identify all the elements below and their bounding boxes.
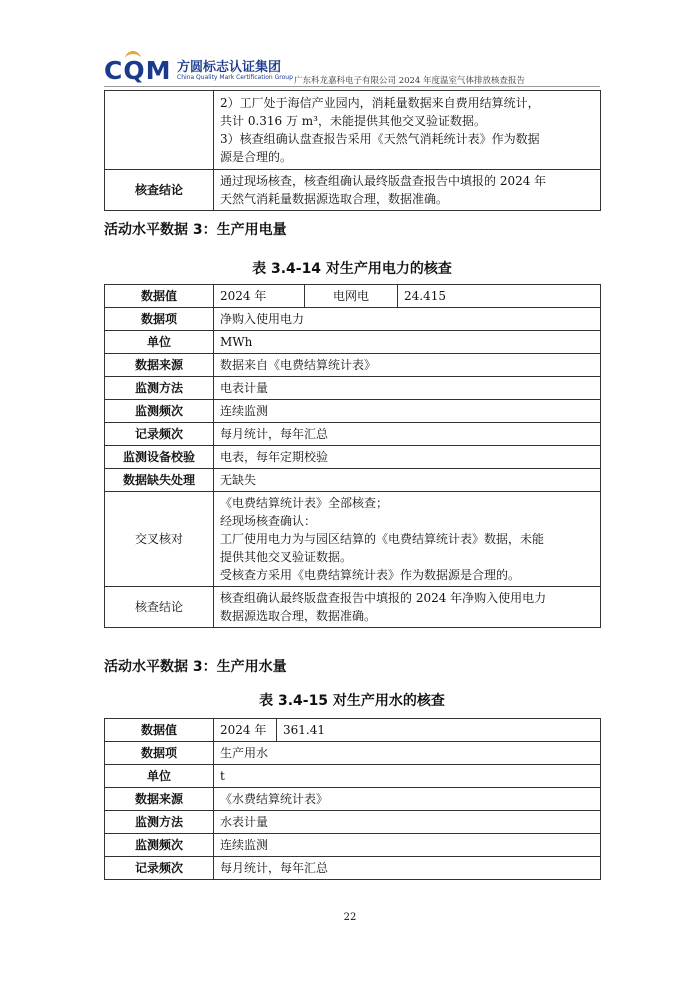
table-caption-water: 表 3.4-15 对生产用水的核查 <box>259 693 445 709</box>
gas-note-line: 2）工厂处于海信产业园内，消耗量数据来自费用结算统计， <box>220 96 540 110</box>
row-value: 电表，每年定期校验 <box>214 446 601 469</box>
logo-chinese-name: 方圆标志认证集团 <box>177 60 282 75</box>
conclusion-line: 天然气消耗量数据源选取合理，数据准确。 <box>220 192 449 206</box>
row-label: 记录频次 <box>105 857 214 880</box>
table-row <box>105 857 601 880</box>
conclusion-label: 核查结论 <box>105 587 214 628</box>
table-row <box>105 765 601 788</box>
section-heading-water: 活动水平数据 3：生产用水量 <box>104 659 287 675</box>
conclusion-line: 数据源选取合理，数据准确。 <box>220 609 377 623</box>
cqm-logo: CQM <box>104 56 172 85</box>
cross-check-line: 工厂使用电力为与园区结算的《电费结算统计表》数据，未能 <box>220 532 545 546</box>
row-label: 数据来源 <box>105 788 214 811</box>
year-cell: 2024 年 <box>214 719 277 742</box>
row-value: 《水费结算统计表》 <box>214 788 601 811</box>
table-row <box>105 446 601 469</box>
logo-english-name: China Quality Mark Certification Group <box>177 74 293 81</box>
page-header <box>104 52 604 86</box>
row-label: 数据缺失处理 <box>105 469 214 492</box>
row-label: 监测频次 <box>105 400 214 423</box>
row-label: 单位 <box>105 331 214 354</box>
table-row <box>105 811 601 834</box>
section-heading-electricity: 活动水平数据 3：生产用电量 <box>104 222 287 238</box>
table-row <box>105 492 601 587</box>
table-caption-electricity: 表 3.4-14 对生产用电力的核查 <box>252 261 452 277</box>
table-row <box>105 331 601 354</box>
table-row <box>105 742 601 765</box>
conclusion-cell <box>214 587 601 628</box>
row-value: 连续监测 <box>214 400 601 423</box>
row-value: 生产用水 <box>214 742 601 765</box>
value-cell: 361.41 <box>277 719 601 742</box>
gas-note-line: 共计 0.316 万 m³，未能提供其他交叉验证数据。 <box>220 114 486 128</box>
table-row <box>105 788 601 811</box>
cross-check-label: 交叉核对 <box>105 492 214 587</box>
cross-check-line: 提供其他交叉验证数据。 <box>220 550 353 564</box>
row-label: 单位 <box>105 765 214 788</box>
row-label: 监测设备校验 <box>105 446 214 469</box>
value-label: 数据值 <box>105 719 214 742</box>
table-row <box>105 377 601 400</box>
row-value: 每月统计，每年汇总 <box>214 423 601 446</box>
row-label: 记录频次 <box>105 423 214 446</box>
conclusion-label: 核查结论 <box>105 170 214 211</box>
table-natural-gas-continued <box>104 90 601 211</box>
table-row <box>105 469 601 492</box>
row-value: 净购入使用电力 <box>214 308 601 331</box>
grid-label-cell: 电网电 <box>305 285 398 308</box>
row-value: 每月统计，每年汇总 <box>214 857 601 880</box>
row-value: MWh <box>214 331 601 354</box>
page-number: 22 <box>343 912 357 923</box>
row-label: 数据来源 <box>105 354 214 377</box>
row-label: 监测方法 <box>105 811 214 834</box>
cross-check-cell <box>214 492 601 587</box>
table-row <box>105 400 601 423</box>
table-row <box>105 719 601 742</box>
table-water <box>104 718 601 880</box>
row-value: 无缺失 <box>214 469 601 492</box>
value-label: 数据值 <box>105 285 214 308</box>
empty-label-cell <box>105 91 214 170</box>
row-value: 连续监测 <box>214 834 601 857</box>
table-row <box>105 91 601 170</box>
table-row <box>105 170 601 211</box>
row-value: 电表计量 <box>214 377 601 400</box>
header-divider <box>104 86 600 87</box>
table-electricity <box>104 284 601 628</box>
row-value: t <box>214 765 601 788</box>
row-label: 数据项 <box>105 308 214 331</box>
year-cell: 2024 年 <box>214 285 305 308</box>
gas-conclusion-cell <box>214 170 601 211</box>
row-label: 监测方法 <box>105 377 214 400</box>
table-row <box>105 285 601 308</box>
table-row <box>105 834 601 857</box>
row-label: 数据项 <box>105 742 214 765</box>
row-value: 数据来自《电费结算统计表》 <box>214 354 601 377</box>
table-row <box>105 308 601 331</box>
cross-check-line: 受核查方采用《电费结算统计表》作为数据源是合理的。 <box>220 568 521 582</box>
cross-check-line: 经现场核查确认： <box>220 514 317 528</box>
gas-notes-cell <box>214 91 601 170</box>
conclusion-line: 核查组确认最终版盘查报告中填报的 2024 年净购入使用电力 <box>220 591 547 605</box>
report-title: 广东科龙嘉科电子有限公司 2024 年度温室气体排放核查报告 <box>294 76 526 86</box>
row-value: 水表计量 <box>214 811 601 834</box>
conclusion-line: 通过现场核查，核查组确认最终版盘查报告中填报的 2024 年 <box>220 174 547 188</box>
gas-note-line: 源是合理的。 <box>220 150 293 164</box>
table-row <box>105 354 601 377</box>
table-row <box>105 423 601 446</box>
gas-note-line: 3）核查组确认盘查报告采用《天然气消耗统计表》作为数据 <box>220 132 540 146</box>
value-cell: 24.415 <box>398 285 601 308</box>
cross-check-line: 《电费结算统计表》全部核查； <box>220 496 389 510</box>
table-row <box>105 587 601 628</box>
row-label: 监测频次 <box>105 834 214 857</box>
